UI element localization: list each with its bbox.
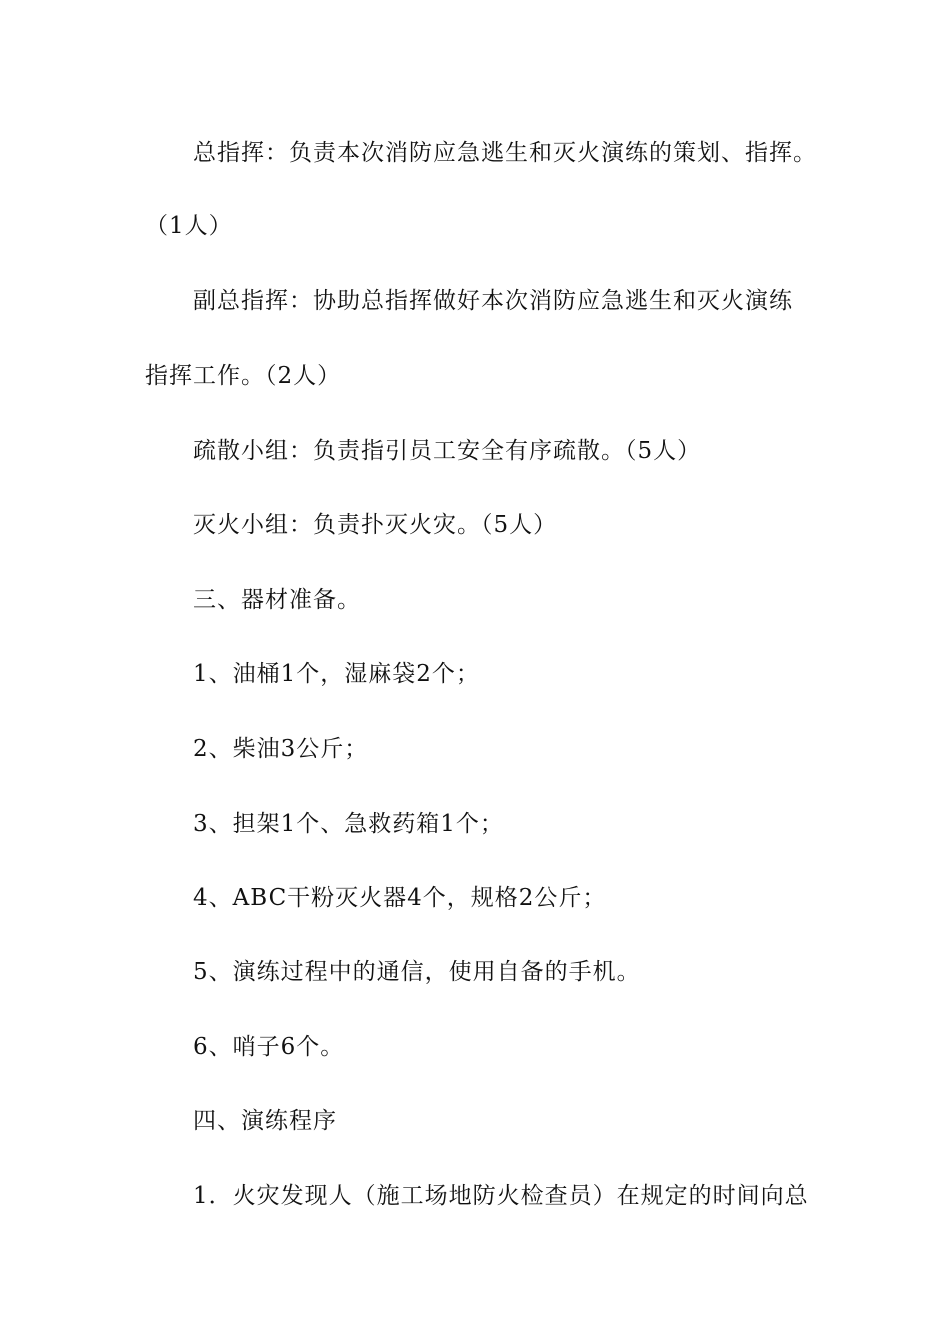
list-item: 2、柴油3公斤；	[193, 736, 369, 762]
paragraph-firefighting-team: 灭火小组：负责扑灭火灾。（5人）	[193, 512, 558, 538]
list-item: 6、哨子6个。	[193, 1034, 345, 1060]
paragraph-procedure-step-1: 1．火灾发现人（施工场地防火检查员）在规定的时间向总	[193, 1183, 809, 1209]
list-item: 4、ABC干粉灭火器4个，规格2公斤；	[193, 885, 607, 911]
paragraph-deputy-commander-cont: 指挥工作。（2人）	[145, 363, 342, 389]
paragraph-deputy-commander: 副总指挥：协助总指挥做好本次消防应急逃生和灭火演练	[193, 288, 793, 314]
section-heading-equipment: 三、器材准备。	[193, 587, 361, 613]
paragraph-commander-count: （1人）	[145, 213, 233, 239]
list-item: 1、油桶1个，湿麻袋2个；	[193, 661, 480, 687]
list-item: 3、担架1个、急救药箱1个；	[193, 811, 504, 837]
section-heading-procedure: 四、演练程序	[193, 1108, 337, 1134]
paragraph-evacuation-team: 疏散小组：负责指引员工安全有序疏散。（5人）	[193, 438, 702, 464]
paragraph-commander: 总指挥：负责本次消防应急逃生和灭火演练的策划、指挥。	[193, 140, 817, 166]
list-item: 5、演练过程中的通信，使用自备的手机。	[193, 959, 641, 985]
